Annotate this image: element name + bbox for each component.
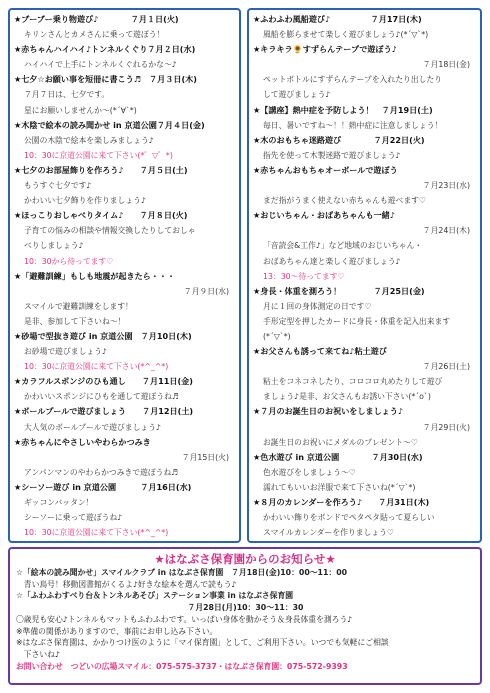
event-detail: べりしましょう♪ [24,241,84,251]
schedule-item [253,163,476,208]
event-detail: 10：30に京道公園に来て下さい(*゜▽゜*) [24,150,173,160]
notice-line: ※準備の関係がありますので、事前にお申し込み下さい。 [16,626,218,636]
event-title: ★ほっこりおしゃべりタイム♪ ７月８日(火) [14,210,188,221]
event-detail: ７月23日(水) [422,181,470,191]
notice-line: ※はなぶさ保育園は、かかりつけ医のように「マイ保育園」として、ご利用下さい。いつでも気軽にご相談 [16,638,389,648]
schedule-item [253,450,476,495]
schedule-item [253,495,476,540]
event-detail: かわいい七夕飾りを作りましょう♪ [24,196,146,206]
notice-line: 青い鳥号！移動図書館がくるよ♪好きな絵本を選んで読もう♪ [16,579,237,589]
event-title: ★赤ちゃんにやさしいやわらかつみき [14,436,151,447]
event-title: ★七夕のお部屋飾りを作ろう♪ ７月５日(土) [14,164,188,175]
event-detail: ７月18日(金) [422,60,470,70]
event-detail: お砂場で遊びましょう♪ [24,347,107,357]
event-title: ★おじいちゃん・おばあちゃんも一緒♪ [253,210,395,221]
schedule-item [14,329,235,374]
schedule-item [14,208,235,268]
event-detail: 色水遊びをしましょう〜♡ [263,467,356,477]
event-detail: 公園の木陰で絵本を楽しみましょう♪ [24,135,154,145]
event-detail: 10：30に京道公園に来て下さい(*^_^*) [24,528,169,538]
event-detail: 「音読会&工作♪」など地域のおじいちゃん・ [263,241,423,251]
schedule-item [253,284,476,344]
event-detail: スマイルカレンダーを作りましょう♡ [263,528,394,538]
event-detail: 指先を使って木製迷路で遊びましょう♪ [263,150,401,160]
notice-lines [16,567,474,672]
event-detail: 毎日、暑いですね〜！！熱中症に注意しましょう！ [263,120,443,130]
event-title: ★７月のお誕生日のお祝いをしましょう♪ [253,406,404,417]
event-detail: 粘土をコネコネしたり、コロコロ丸めたりして遊び [263,377,443,387]
event-detail: キリンさんとカメさんに乗って遊ぼう！ [24,30,165,40]
right-schedule-column [247,8,482,543]
event-detail: 子育ての悩みの相談や情報交換したりしておしゃ [24,226,196,236]
event-detail: スマイルで避難訓練をします！ [24,301,133,311]
event-detail: ７月７日は、七夕です。 [24,90,110,100]
event-title: ★「避難訓練」もしも地震が起きたら・・・ [14,270,176,281]
schedule-item [14,118,235,163]
event-title: ★ブーブー乗り物遊び♪ ７月１日(火) [14,14,179,24]
schedule-item [253,344,476,404]
event-title: ★赤ちゃんおもちゃオーボールで遊ぼう [253,164,398,175]
schedule-item [253,103,476,133]
schedule-item [14,42,235,72]
event-detail: アンパンマンのやわらかつみきで遊ぼうね♬ [24,467,179,477]
event-detail: 星にお願いしませんか〜(*´∀`*) [24,105,137,115]
event-detail: 濡れてもいいお洋服で来て下さいね(*´▽`*) [263,482,416,492]
notice-line: ７月28日(月)10：30〜11：30 [16,603,304,613]
notice-box [8,547,482,685]
event-detail: ７月29日(火) [422,422,470,432]
event-detail: ギッコンバッタン！ [24,498,94,507]
event-detail: 13：30〜待ってます♡ [263,271,345,281]
event-detail: かわいい飾りをボンドでペタペタ貼って夏らしい [263,513,435,523]
event-detail: ましょう♪是非、お父さんもお誘い下さい(*´o`) [263,392,431,402]
event-detail: まだ指がうまく使えない赤ちゃんも遊べます♡ [263,196,426,206]
event-detail: 月に１回の身体測定の日です♡ [263,301,372,311]
event-title: ★赤ちゃんハイハイ♪トンネルくぐり７月２日(水) [14,44,196,55]
event-detail: 10：30から待ってます♡ [24,256,114,266]
schedule-item [14,269,235,329]
event-title: ★お父さんも誘って来てね♪粘土遊び [253,346,387,357]
notice-line: ☆「ふわふわすべり台＆トンネルあそび」ステーション事業 in はなぶさ保育園 [16,591,294,601]
event-title: ★色水遊び in 京道公園 ７月30日(水) [253,451,423,462]
schedule-item [14,12,235,42]
event-detail: ７月24日(木) [422,226,470,236]
event-title: ★七夕☆お願い事を短冊に書こう♬ ７月３日(木) [14,74,197,85]
event-title: ★ふわふわ風船遊び♪ ７月17日(木) [253,14,422,24]
schedule-item [253,404,476,449]
event-detail: おばあちゃん達と楽しく遊びましょう♪ [263,256,401,266]
event-title: ★キラキラ🌻すずらんテープで遊ぼう♪ [253,44,397,55]
event-title: ★木陰で絵本の読み聞かせ in 京道公園７月４日(金) [14,119,205,130]
event-detail: (*´▽`*) [263,331,291,341]
schedule-item [14,435,235,480]
event-detail: ７月９日(水) [183,286,229,296]
event-detail: もうすぐ七夕です♪ [24,181,92,191]
event-detail: ７月15日(火) [181,452,229,462]
event-detail: 是非、参加して下さいね〜！ [24,316,126,326]
notice-line: 〇歳児も安心♪トンネルもマットもふわふわです。いっぱい身体を動かそう＆身長体重を測ろう♪ [16,614,353,624]
schedule-item [14,72,235,117]
schedule-item [253,208,476,283]
event-detail: 手形定型を押したカードに身長・体重を記入出来ます [263,316,451,326]
schedule-item [14,374,235,404]
left-schedule-column [8,8,241,543]
event-title: ★砂場で型抜き遊び in 京道公園 ７月10日(木) [14,330,192,341]
notice-title: ★はなぶさ保育園からのお知らせ★ [154,552,336,566]
event-detail: お誕生日のお祝いにメダルのプレゼント〜♡ [263,437,418,447]
notice-line: 下さいね♪ [16,649,60,659]
event-title: ★ボールプールで遊びましょう ７月12日(土) [14,406,194,417]
event-detail: かわいいスポンジにひもを通して遊ぼうね♬ [24,392,179,402]
event-detail: シーソーに乗って遊ぼうね♪ [24,513,123,523]
event-detail: 風船を膨らませて楽しく遊びましょう♪(*´▽`*) [263,30,429,40]
event-detail: 10：30に京道公園に来て下さい(*^_^*) [24,362,169,372]
event-title: ★【講座】熱中症を予防しよう！ ７月19日(土) [253,104,433,115]
schedule-item [14,404,235,434]
event-title: ★身長・体重を測ろう！ ７月25日(金) [253,285,425,296]
event-detail: ７月26日(土) [422,362,470,372]
event-title: ★８月のカレンダーを作ろう♪ ７月31日(木) [253,497,430,507]
event-title: ★カラフルスポンジのひも通し ７月11日(金) [14,376,193,387]
event-detail: して遊びましょう♪ [263,90,331,100]
schedule-item [14,163,235,208]
event-title: ★木のおもちゃ迷路遊び ７月22日(火) [253,134,425,145]
event-detail: 大人気のボールプールで遊びましょう♪ [24,422,161,432]
event-detail: ペットボトルにすずらんテープを入れたり出したり [263,75,443,85]
schedule-item [253,42,476,102]
schedule-item [253,12,476,42]
notice-line: お問い合わせ つどいの広場スマイル：075-575-3737・はなぶさ保育園：075-572-9393 [16,661,348,671]
schedule-item [14,480,235,540]
event-detail: ハイハイで上手にトンネルくぐれるかな〜♪ [24,60,177,70]
notice-line: ☆「絵本の読み聞かせ」スマイルクラブ in はなぶさ保育園 ７月18日(金)10：00〜11：00 [16,568,348,577]
schedule-item [253,133,476,163]
event-title: ★シーソー遊び in 京道公園 ７月16日(水) [14,481,192,492]
